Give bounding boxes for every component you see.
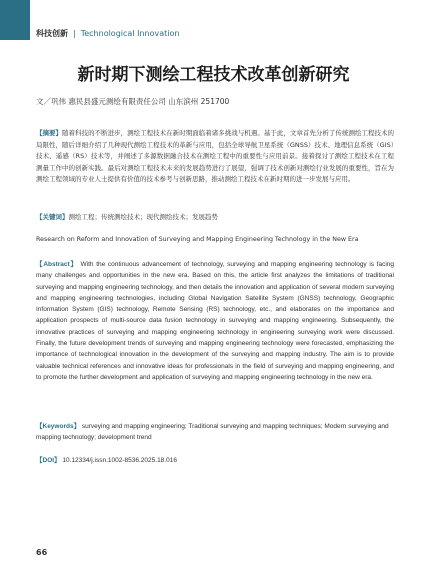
doi-label: 【DOI】 <box>36 457 61 464</box>
section-name-cn: 科技创新 <box>36 29 68 38</box>
english-abstract-label: 【Abstract】 <box>36 261 78 268</box>
doi-link[interactable]: 10.12334/j.issn.1002-8536.2025.18.016 <box>62 457 177 464</box>
english-title: Research on Reform and Innovation of Surveying and Mapping Engineering Technology in the New Era <box>36 236 359 243</box>
chinese-keywords-text: 测绘工程；传统测绘技术；现代测绘技术；发展趋势 <box>68 213 218 221</box>
page-number: 66 <box>36 548 48 557</box>
chinese-keywords-label: 【关键词】 <box>36 213 69 221</box>
english-keywords <box>36 421 394 444</box>
chinese-abstract <box>36 128 394 186</box>
author-line: 文／巩伟 惠民县盛元测绘有限责任公司 山东滨州 251700 <box>36 97 230 106</box>
chinese-abstract-label: 【摘要】 <box>36 129 63 137</box>
corner-accent-block <box>0 0 30 40</box>
english-keywords-label: 【Keywords】 <box>36 423 81 430</box>
chinese-keywords <box>36 212 394 223</box>
section-separator: | <box>73 29 76 38</box>
chinese-abstract-text: 随着科技的不断进步，测绘工程技术在新时期面临着诸多挑战与机遇。基于此，文章首先分析了传统测绘工程技术的局限性，随后详细介绍了几种现代测绘工程技术的革新与应用，包括全球导航卫星系统（GNSS）技术、地理信息系统（GIS）技术、遥感（RS）技术等，并阐述了多源数据融合技术在测绘工程中的重要性与应用前景。接着探讨了测绘工程技术在工程测量工作中的创新实践。最后对测绘工程技术未来的发展趋势进行了展望，强调了技术创新对测绘行业发展的重要性，旨在为测绘工程领域的专业人士提供有价值的技术参考与创新思路，推动测绘工程技术在新时期的进一步发展与应用。 <box>36 129 395 183</box>
doi-line <box>36 455 394 464</box>
english-abstract <box>36 259 394 383</box>
section-header <box>36 28 179 39</box>
english-abstract-text: With the continuous advancement of technology, surveying and mapping engineering technology is facing many challenges and opportunities in the new era. Based on this, the article first analyzes the limitations of traditional surveying and mapping engineering technology, and then details the innovation and application of several modern surveying and mapping engineering technologies, including Global Navigation Satellite System (GNSS) technology, Geographic Information System (GIS) technology, Remote Sensing (RS) technology, etc., and elaborates on the importance and application prospects of multi-source data fusion technology in surveying and mapping engineering. Subsequently, the innovative practices of surveying and mapping engineering technology in engineering surveying work were discussed. Finally, the future development trends of surveying and mapping engineering technology were forecasted, emphasizing the importance of technological innovation in the development of the surveying and mapping industry. The aim is to provide valuable technical references and innovative ideas for professionals in the field of surveying and mapping engineering, and to promote the further development and application of surveying and mapping engineering technology in the new era. <box>36 261 395 381</box>
section-name-en: Technological Innovation <box>80 29 180 38</box>
english-keywords-text: surveying and mapping engineering; Traditional surveying and mapping techniques; Modern surveying and mapping technology; development trend <box>36 423 389 442</box>
article-title: 新时期下测绘工程技术改革创新研究 <box>77 65 350 85</box>
